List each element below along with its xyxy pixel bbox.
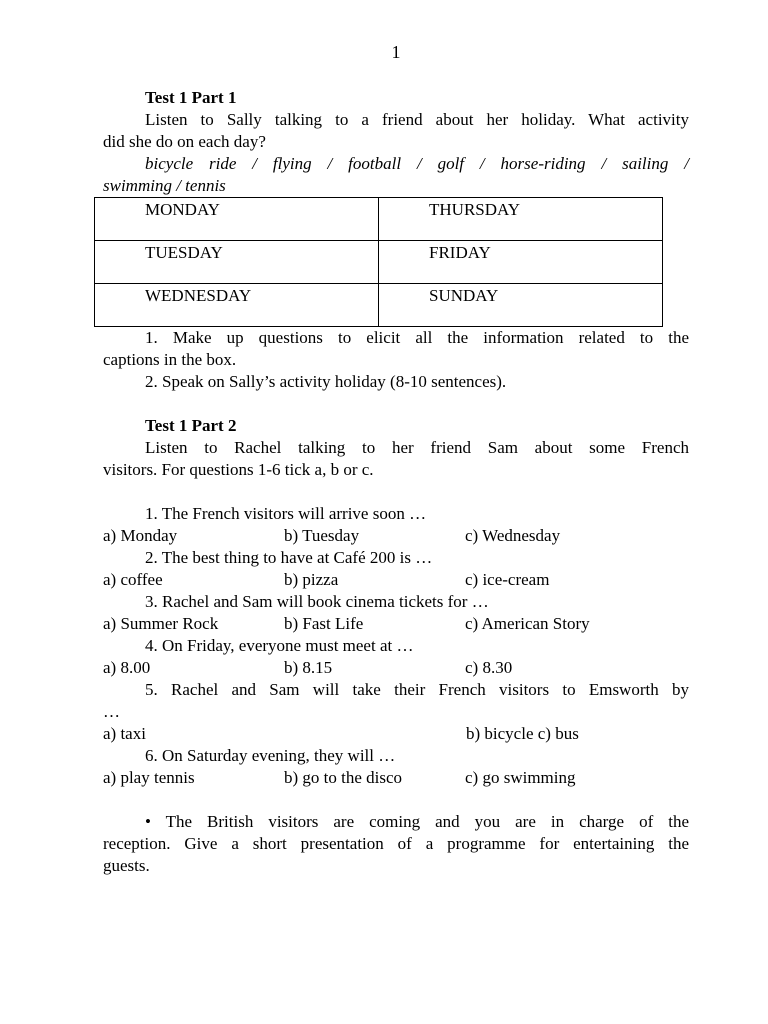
table-cell: THURSDAY [379, 198, 663, 241]
table-row [95, 241, 663, 284]
option-b: b) go to the disco [284, 768, 403, 787]
question-2-options [103, 569, 689, 591]
question-4: 4. On Friday, everyone must meet at … [145, 636, 414, 655]
part1-task1-line1: 1. Make up questions to elicit all the information related to the [145, 328, 689, 347]
part1-title: Test 1 Part 1 [145, 88, 237, 107]
table-cell: WEDNESDAY [95, 284, 379, 327]
part1-task1-line2: captions in the box. [103, 350, 237, 369]
question-4-options [103, 657, 689, 679]
option-a: a) 8.00 [103, 658, 151, 677]
option-a: a) Monday [103, 526, 178, 545]
option-a: a) Summer Rock [103, 614, 219, 633]
question-5-options [103, 723, 689, 745]
activity-words-line1: bicycle ride / flying / football / golf / horse-riding / sailing / [145, 154, 689, 173]
activity-words-line2: swimming / tennis [103, 176, 226, 195]
question-6-options [103, 767, 689, 789]
table-cell: TUESDAY [95, 241, 379, 284]
spacer [103, 789, 689, 811]
days-table [94, 197, 663, 327]
question-6: 6. On Saturday evening, they will … [145, 746, 396, 765]
bullet-task-line1: • The British visitors are coming and you are in charge of the [145, 812, 689, 831]
option-a: a) taxi [103, 724, 146, 743]
option-b: b) 8.15 [284, 658, 333, 677]
bullet-task-line3: guests. [103, 856, 150, 875]
option-b: b) Tuesday [284, 526, 360, 545]
spacer [103, 393, 689, 415]
option-c: c) go swimming [465, 768, 576, 787]
option-c: c) Wednesday [465, 526, 561, 545]
part2-instruction-line1: Listen to Rachel talking to her friend Sam about some French [145, 438, 689, 457]
question-1-options [103, 525, 689, 547]
option-b: b) pizza [284, 570, 339, 589]
page-content [103, 87, 689, 877]
option-c: c) 8.30 [465, 658, 513, 677]
table-cell: MONDAY [95, 198, 379, 241]
option-c: c) ice-cream [465, 570, 550, 589]
part2-title: Test 1 Part 2 [145, 416, 237, 435]
part1-instruction-line1: Listen to Sally talking to a friend about her holiday. What activity [145, 110, 689, 129]
question-1: 1. The French visitors will arrive soon … [145, 504, 427, 523]
part1-task2: 2. Speak on Sally’s activity holiday (8-10 sentences). [145, 372, 507, 391]
question-3-options [103, 613, 689, 635]
table-cell: FRIDAY [379, 241, 663, 284]
spacer [103, 481, 689, 503]
option-c: c) American Story [465, 614, 590, 633]
table-row [95, 198, 663, 241]
question-2: 2. The best thing to have at Café 200 is … [145, 548, 433, 567]
bullet-task-line2: reception. Give a short presentation of a programme for entertaining the [103, 834, 689, 853]
option-a: a) coffee [103, 570, 163, 589]
part1-instruction-line2: did she do on each day? [103, 132, 266, 151]
part2-instruction-line2: visitors. For questions 1-6 tick a, b or c. [103, 460, 374, 479]
question-5-line1: 5. Rachel and Sam will take their French visitors to Emsworth by [145, 680, 689, 699]
option-bc: b) bicycle c) bus [466, 724, 579, 743]
option-a: a) play tennis [103, 768, 195, 787]
question-5-line2: … [103, 702, 120, 721]
table-cell: SUNDAY [379, 284, 663, 327]
question-3: 3. Rachel and Sam will book cinema tickets for … [145, 592, 489, 611]
table-row [95, 284, 663, 327]
option-b: b) Fast Life [284, 614, 364, 633]
page-number: 1 [391, 42, 401, 62]
